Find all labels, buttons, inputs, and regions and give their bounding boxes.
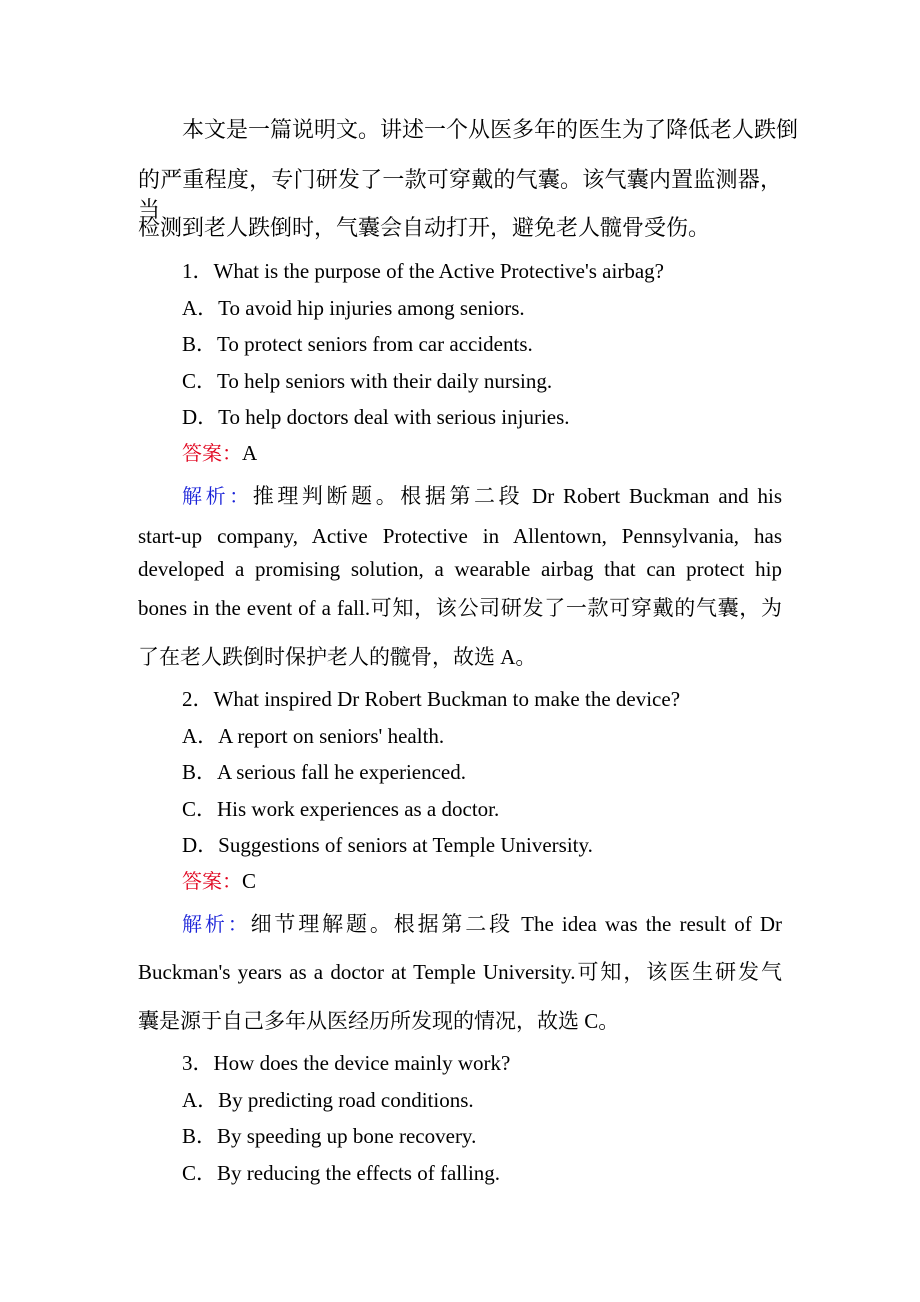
summary-line-1: 本文是一篇说明文。讲述一个从医多年的医生为了降低老人跌倒	[182, 118, 799, 143]
question-3-option-b: B．By speeding up bone recovery.	[182, 1124, 477, 1148]
analysis-text: 细节理解题。根据第二段 The idea was the result of Dr	[250, 912, 783, 936]
question-1-option-c: C．To help seniors with their daily nursing.	[182, 369, 553, 393]
answer-value: C	[242, 869, 257, 893]
question-1-option-b: B．To protect seniors from car accidents.	[182, 332, 533, 356]
summary-line-3: 检测到老人跌倒时，气囊会自动打开，避免老人髋骨受伤。	[138, 216, 711, 241]
question-1-answer	[182, 438, 782, 468]
analysis-label: 解析：	[182, 484, 253, 508]
question-2-answer	[182, 866, 782, 896]
question-1-analysis-line-2: start-up company, Active Protective in Allentown, Pennsylvania, has	[138, 524, 782, 548]
question-1-analysis-line-3: developed a promising solution, a wearable airbag that can protect hip	[138, 557, 782, 581]
question-1-analysis-line-5: 了在老人跌倒时保护老人的髋骨，故选 A。	[138, 645, 537, 669]
question-2-option-c: C．His work experiences as a doctor.	[182, 797, 500, 821]
question-1-option-d: D．To help doctors deal with serious injuries.	[182, 405, 570, 429]
question-1-analysis-line-1	[182, 481, 782, 511]
question-2-stem: 2．What inspired Dr Robert Buckman to make the device?	[182, 687, 681, 711]
question-2-analysis-line-3: 囊是源于自己多年从医经历所发现的情况，故选 C。	[138, 1009, 620, 1033]
question-2-analysis-line-1	[182, 909, 782, 939]
answer-label: 答案：	[182, 869, 242, 893]
answer-value: A	[242, 441, 258, 465]
question-2-option-d: D．Suggestions of seniors at Temple University.	[182, 833, 593, 857]
analysis-text: 推理判断题。根据第二段 Dr Robert Buckman and his	[252, 484, 783, 508]
summary-line-2: 的严重程度，专门研发了一款可穿戴的气囊。该气囊内置监测器，当	[138, 168, 782, 223]
question-1-option-a: A．To avoid hip injuries among seniors.	[182, 296, 525, 320]
question-3-option-a: A．By predicting road conditions.	[182, 1088, 474, 1112]
question-1-analysis-line-4: bones in the event of a fall.可知，该公司研发了一款可穿戴的气囊，为	[138, 596, 782, 620]
question-2-option-a: A．A report on seniors' health.	[182, 724, 445, 748]
analysis-label: 解析：	[182, 912, 251, 936]
question-2-option-b: B．A serious fall he experienced.	[182, 760, 466, 784]
question-1-stem: 1．What is the purpose of the Active Protective's airbag?	[182, 259, 664, 283]
answer-label: 答案：	[182, 441, 242, 465]
question-3-option-c: C．By reducing the effects of falling.	[182, 1161, 501, 1185]
question-3-stem: 3．How does the device mainly work?	[182, 1051, 511, 1075]
question-2-analysis-line-2: Buckman's years as a doctor at Temple University.可知，该医生研发气	[138, 960, 782, 984]
